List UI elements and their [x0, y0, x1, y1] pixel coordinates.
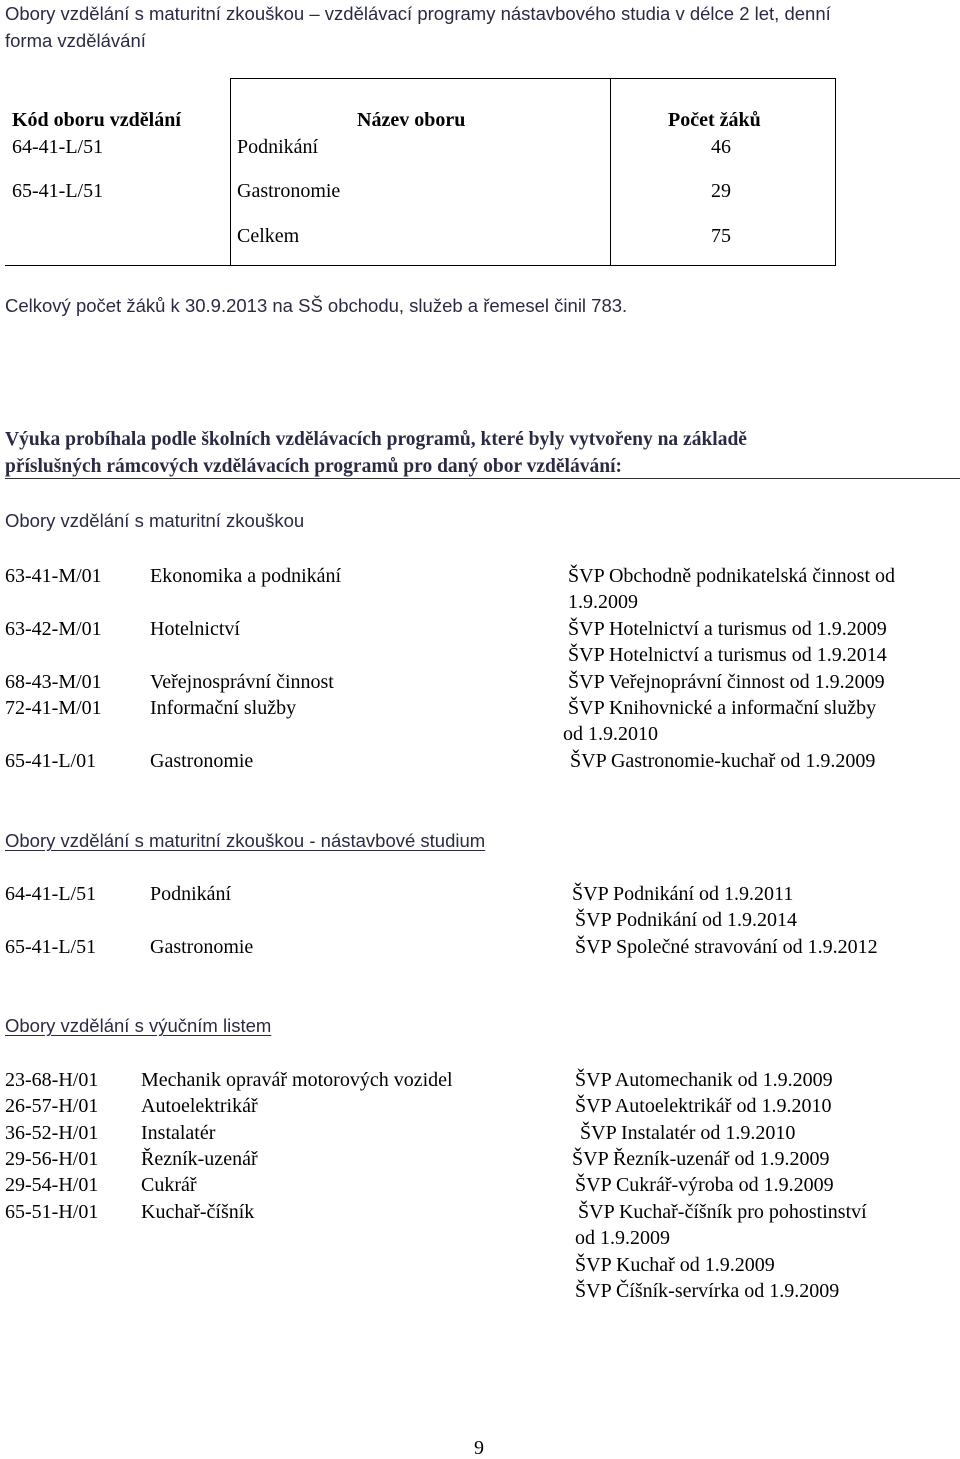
program-svp: ŠVP Podnikání od 1.9.2011	[572, 883, 794, 905]
program-svp: ŠVP Společné stravování od 1.9.2012	[575, 936, 878, 958]
program-svp: ŠVP Řezník-uzenář od 1.9.2009	[572, 1148, 830, 1170]
program-svp: od 1.9.2010	[563, 723, 658, 745]
total-students-sentence: Celkový počet žáků k 30.9.2013 na SŠ obchodu, služeb a řemesel činil 783.	[5, 295, 628, 316]
program-svp: 1.9.2009	[568, 591, 638, 613]
program-code: 63-42-M/01	[5, 618, 102, 640]
program-name: Informační služby	[150, 697, 297, 719]
program-name: Instalatér	[141, 1122, 216, 1144]
table-row-name: Gastronomie	[237, 180, 341, 202]
table-row-code: 65-41-L/51	[12, 180, 104, 202]
table-row-count: 46	[711, 136, 731, 158]
page-heading-line1: Obory vzdělání s maturitní zkouškou – vzdělávací programy nástavbového studia v délce 2 let, denní	[5, 3, 831, 24]
table-header-count: Počet žáků	[668, 109, 761, 131]
program-code: 29-54-H/01	[5, 1174, 99, 1196]
program-svp: ŠVP Gastronomie-kuchař od 1.9.2009	[570, 750, 876, 772]
table-total-count: 75	[711, 225, 731, 247]
program-svp: ŠVP Hotelnictví a turismus od 1.9.2014	[568, 644, 887, 666]
program-svp: ŠVP Kuchař od 1.9.2009	[575, 1254, 775, 1276]
program-code: 72-41-M/01	[5, 697, 102, 719]
table-row-code: 64-41-L/51	[12, 136, 104, 158]
program-name: Kuchař-číšník	[141, 1201, 255, 1223]
program-code: 68-43-M/01	[5, 671, 102, 693]
program-svp: ŠVP Číšník-servírka od 1.9.2009	[575, 1280, 840, 1302]
program-name: Cukrář	[141, 1174, 197, 1196]
program-svp: ŠVP Automechanik od 1.9.2009	[575, 1069, 833, 1091]
program-code: 65-41-L/51	[5, 936, 97, 958]
program-name: Hotelnictví	[150, 618, 240, 640]
program-code: 64-41-L/51	[5, 883, 97, 905]
program-code: 29-56-H/01	[5, 1148, 99, 1170]
program-name: Gastronomie	[150, 936, 254, 958]
intro-line1: Výuka probíhala podle školních vzdělávacích programů, které byly vytvořeny na základě	[5, 429, 747, 450]
program-code: 26-57-H/01	[5, 1095, 99, 1117]
program-code: 63-41-M/01	[5, 565, 102, 587]
program-svp: ŠVP Autoelektrikář od 1.9.2010	[575, 1095, 832, 1117]
program-svp: ŠVP Podnikání od 1.9.2014	[575, 909, 798, 931]
program-svp: ŠVP Obchodně podnikatelská činnost od	[568, 565, 896, 587]
program-code: 23-68-H/01	[5, 1069, 99, 1091]
program-svp: ŠVP Veřejnoprávní činnost od 1.9.2009	[568, 671, 885, 693]
program-svp: ŠVP Hotelnictví a turismus od 1.9.2009	[568, 618, 887, 640]
table-header-name: Název oboru	[357, 109, 466, 131]
program-svp: ŠVP Instalatér od 1.9.2010	[580, 1122, 796, 1144]
page-heading-line2: forma vzdělávání	[5, 30, 146, 51]
program-name: Ekonomika a podnikání	[150, 565, 342, 587]
intro-rule	[5, 478, 960, 479]
program-code: 65-41-L/01	[5, 750, 97, 772]
program-name: Mechanik opravář motorových vozidel	[141, 1069, 453, 1091]
program-name: Podnikání	[150, 883, 232, 905]
program-name: Veřejnosprávní činnost	[150, 671, 334, 693]
program-svp: od 1.9.2009	[575, 1227, 670, 1249]
program-code: 36-52-H/01	[5, 1122, 99, 1144]
table-total-label: Celkem	[237, 225, 300, 247]
intro-line2: příslušných rámcových vzdělávacích programů pro daný obor vzdělávání:	[5, 456, 622, 477]
section-title-vyucni-list: Obory vzdělání s výučním listem	[5, 1015, 272, 1036]
table-header-code: Kód oboru vzdělání	[12, 109, 181, 131]
program-code: 65-51-H/01	[5, 1201, 99, 1223]
program-name: Gastronomie	[150, 750, 254, 772]
program-svp: ŠVP Cukrář-výroba od 1.9.2009	[575, 1174, 834, 1196]
program-svp: ŠVP Knihovnické a informační služby	[568, 697, 877, 719]
table-row-name: Podnikání	[237, 136, 319, 158]
program-svp: ŠVP Kuchař-číšník pro pohostinství	[578, 1201, 867, 1223]
table-row-count: 29	[711, 180, 731, 202]
program-name: Autoelektrikář	[141, 1095, 258, 1117]
page-number: 9	[474, 1437, 484, 1459]
program-name: Řezník-uzenář	[141, 1148, 258, 1170]
section-title-nastavbove: Obory vzdělání s maturitní zkouškou - nástavbové studium	[5, 830, 486, 851]
section-title-maturita: Obory vzdělání s maturitní zkouškou	[5, 510, 305, 531]
